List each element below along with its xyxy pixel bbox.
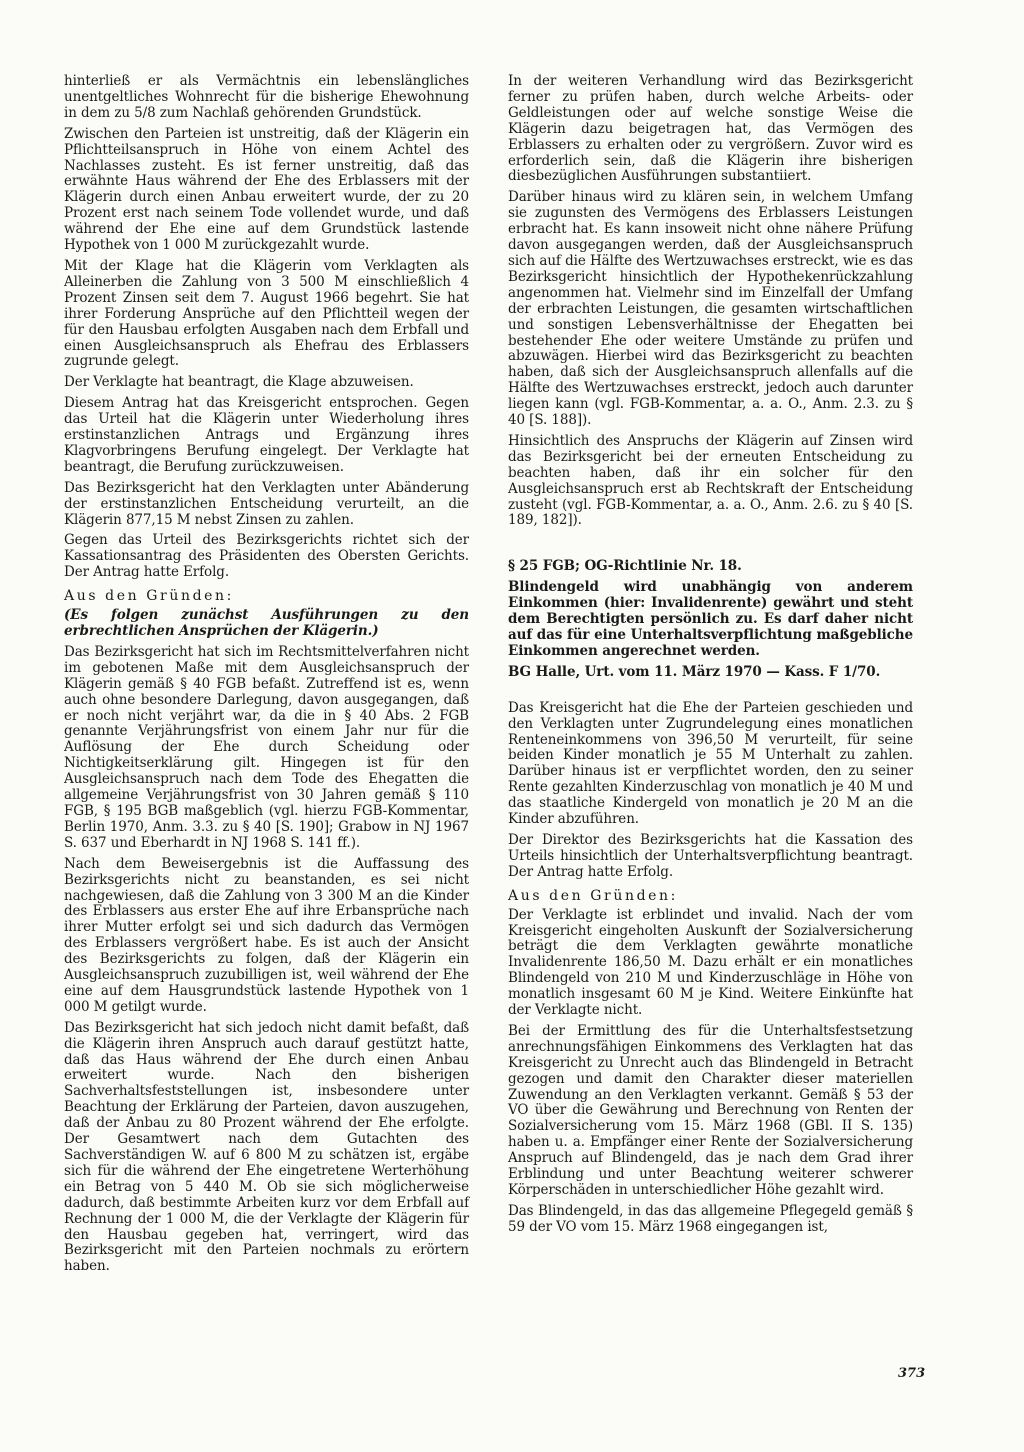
headnote: Blindengeld wird unabhängig von anderem Einkommen (hier: Invalidenrente) gewährt und steht dem Berechtigten persönlich zu. Es darf daher nicht auf das für eine Unterhaltsverpflichtung maßgebliche Einkommen angerechnet werden. [508,579,913,659]
paragraph: Der Direktor des Bezirksgerichts hat die Kassation des Urteils hinsichtlich der Unterhaltsverpflichtung beantragt. Der Antrag hatte Erfolg. [508,831,913,880]
left-column [64,74,469,1280]
paragraph: Gegen das Urteil des Bezirksgerichts richtet sich der Kassationsantrag des Präsidenten des Obersten Gerichts. Der Antrag hatte Erfolg. [64,532,469,581]
right-column [508,74,913,1241]
paragraph: Das Bezirksgericht hat sich jedoch nicht damit befaßt, daß die Klägerin ihren Anspruch auch darauf gestützt hatte, daß das Haus während der Ehe durch einen Anbau erweitert wurde. Nach den bisherigen Sachverhaltsfeststellungen ist, insbesondere unter Beachtung der Erklärung der Parteien, davon auszugehen, daß der Anbau zu 80 Prozent während der Ehe erfolgte. Der Gesamtwert nach dem Gutachten des Sachverständigen W. auf 6 800 M zu schätzen ist, ergäbe sich für die während der Ehe eingetretene Werterhöhung ein Betrag von 5 440 M. Ob sie sich möglicherweise dadurch, daß bestimmte Arbeiten kurz vor dem Erbfall auf Rechnung der 1 000 M, die der Verklagte der Klägerin für den Hausbau gegeben hat, verringert, wird das Bezirksgericht mit den Parteien nochmals zu erörtern haben. [64,1019,469,1275]
legal-reference: § 25 FGB; OG-Richtlinie Nr. 18. [508,558,742,575]
paragraph: Das Kreisgericht hat die Ehe der Parteien geschieden und den Verklagten unter Zugrundelegung eines monatlichen Renteneinkommens von 396,50 M verurteilt, für seine beiden Kinder monatlich je 55 M Unterhalt zu zahlen. Darüber hinaus ist er verpflichtet worden, den zu seiner Rente gezahlten Kinderzuschlag von monatlich je 40 M und das staatliche Kindergeld von monatlich je 20 M an die Kinder abzuführen. [508,699,913,828]
paragraph: Das Bezirksgericht hat den Verklagten unter Abänderung der erstinstanzlichen Entscheidung verurteilt, an die Klägerin 877,15 M nebst Zinsen zu zahlen. [64,479,469,528]
page-number: 373 [898,1366,926,1381]
paragraph: In der weiteren Verhandlung wird das Bezirksgericht ferner zu prüfen haben, durch welche Arbeits- oder Geldleistungen oder auf welche sonstige Weise die Klägerin dazu beigetragen hat, das Vermögen des Erblassers zu erhalten oder zu vergrößern. Zuvor wird es erforderlich sein, daß die Klägerin ihre bisherigen diesbezüglichen Ausführungen substantiiert. [508,73,913,185]
paragraph: Hinsichtlich des Anspruchs der Klägerin auf Zinsen wird das Bezirksgericht bei der erneuten Entscheidung zu beachten haben, daß ihr ein solcher für den Ausgleichsanspruch erst ab Rechtskraft der Entscheidung zusteht (vgl. FGB-Kommentar, a. a. O., Anm. 2.6. zu § 40 [S. 189, 182]). [508,432,913,529]
paragraph: Der Verklagte ist erblindet und invalid. Nach der vom Kreisgericht eingeholten Auskunft der Sozialversicherung beträgt die dem Verklagten gewährte monatliche Invalidenrente 186,50 M. Dazu erhält er ein monatliches Blindengeld von 210 M und Kinderzuschläge in Höhe von monatlich insgesamt 60 M je Kind. Weitere Einkünfte hat der Verklagte nicht. [508,906,913,1019]
section-heading: Aus den Gründen: [64,588,234,605]
case-citation: BG Halle, Urt. vom 11. März 1970 — Kass. F 1/70. [508,663,881,680]
paragraph: Zwischen den Parteien ist unstreitig, daß der Klägerin ein Pflichtteilsanspruch in Höhe von einem Achtel des Nachlasses zusteht. Es ist ferner unstreitig, daß das erwähnte Haus während der Ehe des Erblassers mit der Klägerin durch einen Anbau erweitert wurde, der zu 20 Prozent erst nach seinem Tode vollendet wurde, und daß während der Ehe eine auf dem Grundstück lastende Hypothek von 1 000 M zurückgezahlt wurde. [64,125,469,254]
paragraph: Das Bezirksgericht hat sich im Rechtsmittelverfahren nicht im gebotenen Maße mit dem Ausgleichsanspruch der Klägerin gemäß § 40 FGB befaßt. Zutreffend ist es, wenn auch ohne besondere Darlegung, davon ausgegangen, daß er noch nicht verjährt war, da die in § 40 Abs. 2 FGB genannte Verjährungsfrist von einem Jahr nur für die Auflösung der Ehe durch Scheidung oder Nichtigkeitserklärung gilt. Hingegen ist für den Ausgleichsanspruch nach dem Tode des Ehegatten die allgemeine Verjährungsfrist von 30 Jahren gemäß § 110 FGB, § 195 BGB maßgeblich (vgl. hierzu FGB-Kommentar, Berlin 1970, Anm. 3.3. zu § 40 [S. 190]; Grabow in NJ 1967 S. 637 und Eberhardt in NJ 1968 S. 141 ff.). [64,643,469,851]
paragraph: Darüber hinaus wird zu klären sein, in welchem Umfang sie zugunsten des Vermögens des Erblassers Leistungen erbracht hat. Es kann insoweit nicht ohne nähere Prüfung davon ausgegangen werden, daß der Ausgleichsanspruch sich auf die Hälfte des Wertzuwachses erstreckt, wie es das Bezirksgericht hinsichtlich der Hypothekenrückzahlung angenommen hat. Vielmehr sind im Einzelfall der Umfang der erbrachten Leistungen, die gesamten wirtschaftlichen und sonstigen Lebensverhältnisse der Ehegatten bei bestehender Ehe oder weitere Umstände zu prüfen und abzuwägen. Hierbei wird das Bezirksgericht zu beachten haben, daß sich der Ausgleichsanspruch allenfalls auf die Hälfte des Wertzuwachses erstreckt, jedoch auch darunter liegen kann (vgl. FGB-Kommentar, a. a. O., Anm. 2.3. zu § 40 [S. 188]). [508,189,913,429]
paragraph: Bei der Ermittlung des für die Unterhaltsfestsetzung anrechnungsfähigen Einkommens des Verklagten hat das Kreisgericht zu Unrecht auch das Blindengeld in Betracht gezogen und damit den Charakter dieser materiellen Zuwendung an den Verklagten verkannt. Gemäß § 53 der VO über die Gewährung und Berechnung von Renten der Sozialversicherung vom 15. März 1968 (GBl. II S. 135) haben u. a. Empfänger einer Rente der Sozialversicherung Anspruch auf Blindengeld, das je nach dem Grad ihrer Erblindung und unter Beachtung weiterer schwerer Körperschäden in unterschiedlicher Höhe gezahlt wird. [508,1022,913,1198]
paragraph: Nach dem Beweisergebnis ist die Auffassung des Bezirksgerichts nicht zu beanstanden, es sei nicht nachgewiesen, daß die Zahlung von 3 300 M an die Kinder des Erblassers aus erster Ehe auf ihre Erbansprüche nach ihrer Mutter erfolgt sei und sich dadurch das Vermögen des Erblassers vergrößert habe. Es ist auch der Ansicht des Bezirksgerichts zu folgen, daß der Klägerin ein Ausgleichsanspruch zuzubilligen ist, weil während der Ehe eine auf dem Hausgrundstück lastende Hypothek von 1 000 M getilgt wurde. [64,855,469,1015]
section-heading: Aus den Gründen: [508,887,678,904]
editorial-note: (Es folgen zunächst Ausführungen zu den erbrechtlichen Ansprüchen der Klägerin.) [64,607,469,639]
paragraph: Das Blindengeld, in das das allgemeine Pflegegeld gemäß § 59 der VO vom 15. März 1968 eingegangen ist, [508,1202,913,1235]
paragraph: Der Verklagte hat beantragt, die Klage abzuweisen. [64,374,414,391]
paragraph: Mit der Klage hat die Klägerin vom Verklagten als Alleinerben die Zahlung von 3 500 M einschließlich 4 Prozent Zinsen seit dem 7. August 1966 begehrt. Sie hat ihrer Forderung Ansprüche auf den Pflichtteil wegen der für den Hausbau erfolgten Ausgaben nach dem Erbfall und einen Ausgleichsanspruch als Ehefrau des Erblassers zugrunde gelegt. [64,257,469,370]
paragraph: hinterließ er als Vermächtnis ein lebenslängliches unentgeltliches Wohnrecht für die bisherige Ehewohnung in dem zu 5/8 zum Nachlaß gehörenden Grundstück. [64,73,469,121]
paragraph: Diesem Antrag hat das Kreisgericht entsprochen. Gegen das Urteil hat die Klägerin unter Wiederholung ihres erstinstanzlichen Antrags und Ergänzung ihres Klagvorbringens Berufung eingelegt. Der Verklagte hat beantragt, die Berufung zurückzuweisen. [64,395,469,475]
